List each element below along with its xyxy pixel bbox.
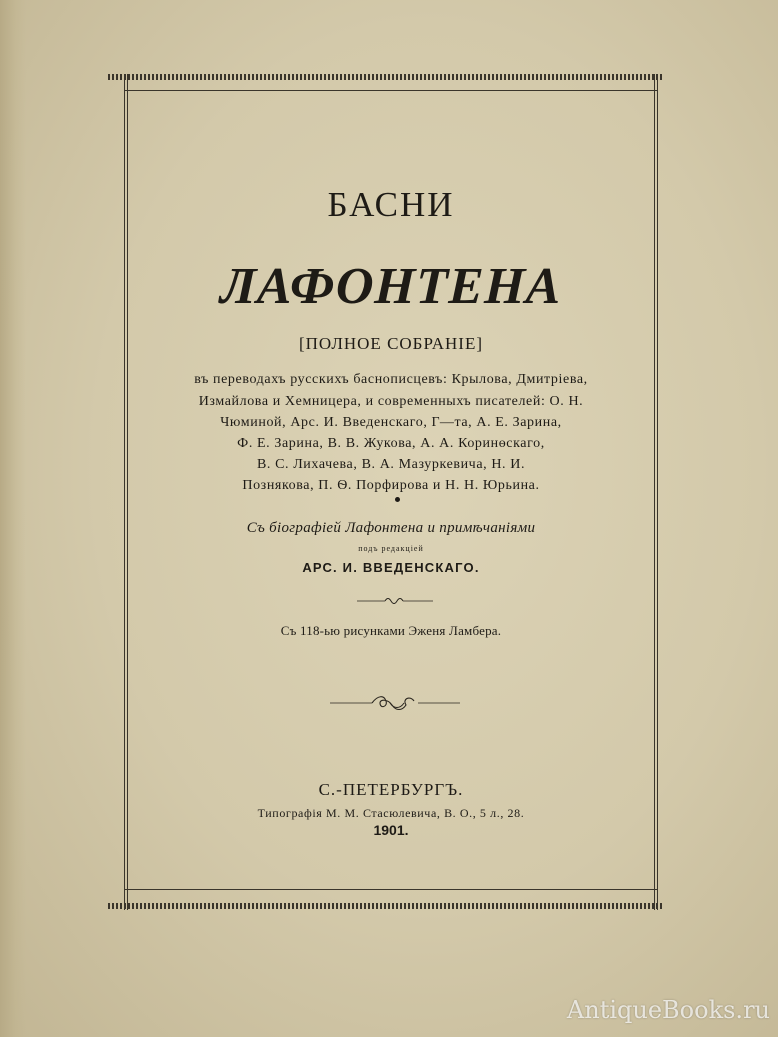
title-line-1: БАСНИ	[327, 185, 455, 224]
frame-right-rule-outer	[657, 74, 658, 910]
frame-top-rule	[124, 90, 657, 91]
translators-line: Познякова, П. Ѳ. Порфирова и Н. Н. Юрьина.	[242, 478, 540, 493]
imprint-city: С.-ПЕТЕРБУРГЪ.	[318, 780, 464, 799]
site-watermark: AntiqueBooks.ru	[566, 996, 770, 1024]
translators-line: въ переводахъ русскихъ баснописцевъ: Крылова, Дмитріева,	[194, 372, 588, 387]
editor-prefix: подъ редакціей	[358, 544, 424, 553]
translators-line: Чюминой, Арс. И. Введенскаго, Г—та, А. Е. Зарина,	[220, 415, 562, 430]
frame-top-dotted-rule	[108, 74, 664, 80]
frame-right-rule	[654, 74, 655, 910]
translators-line: В. С. Лихачева, В. А. Мазуркевича, Н. И.	[256, 457, 526, 472]
translators-line: Измайлова и Хемницера, и современныхъ писателей: О. Н.	[198, 394, 584, 409]
subtitle: [ПОЛНОЕ СОБРАНІЕ]	[298, 334, 483, 353]
spine-shadow	[0, 0, 26, 1037]
imprint-year: 1901.	[373, 822, 409, 838]
separator-dot	[395, 497, 400, 502]
ornament-flourish	[328, 693, 462, 713]
frame-bottom-rule	[124, 889, 657, 890]
editor-name: АРС. И. ВВЕДЕНСКАГО.	[302, 560, 480, 575]
frame-bottom-dotted-rule	[108, 903, 664, 909]
translators-line: Ф. Е. Зарина, В. В. Жукова, А. А. Коринѳскаго,	[237, 436, 545, 451]
imprint-printer: Типографія М. М. Стасюлевича, В. О., 5 л., 28.	[257, 806, 525, 820]
illustrations-note: Съ 118-ью рисунками Эженя Ламбера.	[280, 623, 502, 638]
frame-left-rule	[124, 74, 125, 910]
title-line-2: ЛАФОНТЕНА	[219, 258, 563, 315]
ornament-small	[355, 594, 435, 608]
biography-note: Съ біографіей Лафонтена и примѣчаніями	[246, 520, 536, 536]
